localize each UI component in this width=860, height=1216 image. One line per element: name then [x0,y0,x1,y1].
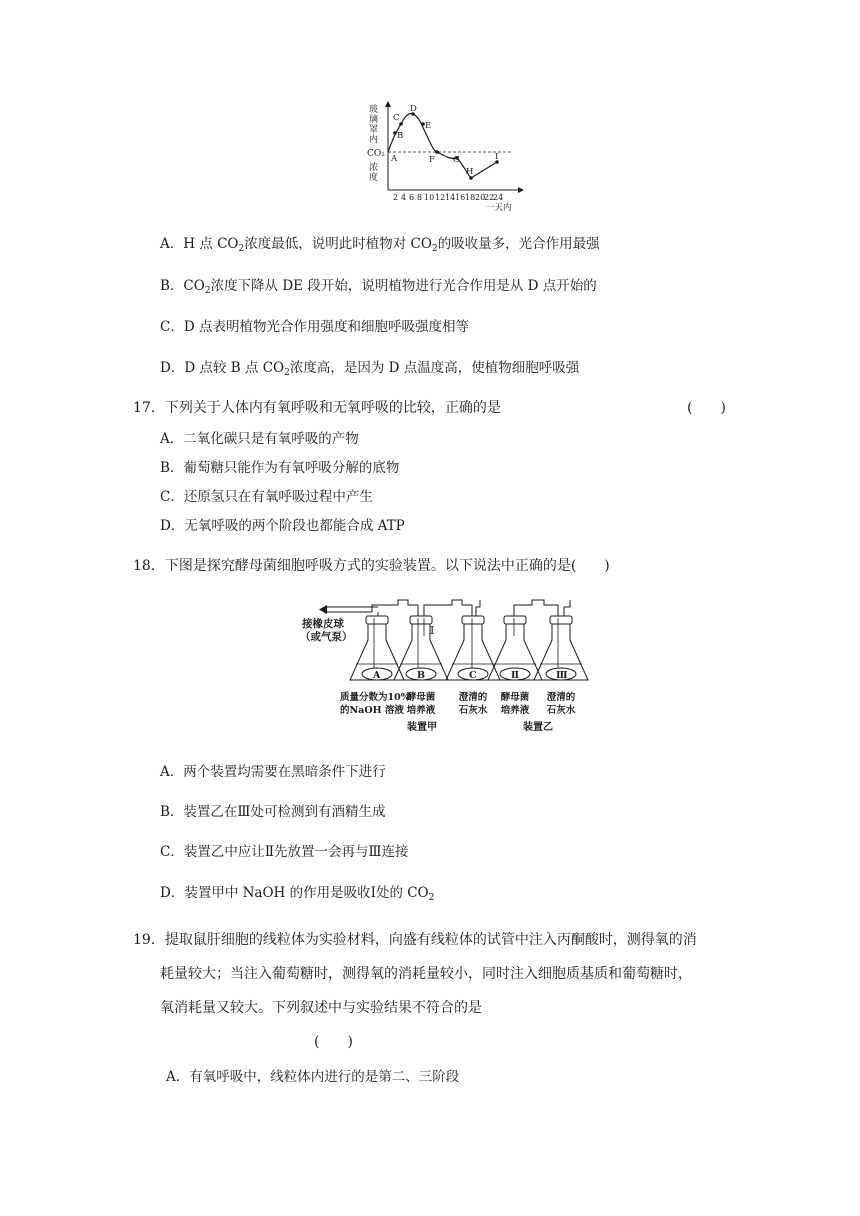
marker-i-label: Ⅰ [430,624,435,637]
q17-option-c: C．还原氢只在有氧呼吸过程中产生 [160,489,373,505]
caption-iii: 石灰水 [546,705,576,716]
graph-point-label: I [495,152,499,162]
q16-option-b: B．$CO_2$浓度下降从 DE 段开始，说明植物进行光合作用是从 D 点开始的 [160,278,597,296]
graph-point-label: F [429,155,435,165]
graph-xtick-label: 14 [445,193,456,202]
graph-point-label: E [425,121,432,131]
flask-label: A [373,670,381,681]
graph-ylabel-char: 内 [369,135,379,145]
graph-xtick-label: 20 [475,193,486,202]
q18-option-a: A．两个装置均需要在黑暗条件下进行 [160,764,386,780]
q17-option-d: D．无氧呼吸的两个阶段也都能合成 ATP [160,518,405,534]
q18-stem: 18．下图是探究酵母菌细胞呼吸方式的实验装置。以下说法中正确的是( ) [133,558,610,574]
graph-x-arrow [518,187,524,193]
graph-point-label: H [466,167,474,177]
q19-stem-line: 氧消耗量又较大。下列叙述中与实验结果不符合的是 [160,1000,482,1016]
q17-option-b: B．葡萄糖只能作为有氧呼吸分解的底物 [160,460,400,476]
caption-iii: 澄清的 [546,692,576,703]
pump-label-2: （或气泵） [300,631,353,643]
graph-xtick-label: 8 [417,193,423,202]
graph-ylabel-char: 璃 [369,115,379,125]
graph-point-label: A [391,154,398,164]
graph-xtick-label: 2 [393,193,399,202]
flask-label: B [417,670,426,681]
q16-option-d: D．D 点较 B 点 $CO_2$浓度高，是因为 D 点温度高，使植物细胞呼吸强 [160,360,580,378]
q17-answer-paren: ( ) [687,400,726,416]
yeast-respiration-apparatus [300,596,600,736]
q16-option-c: C．D 点表明植物光合作用强度和细胞呼吸强度相等 [160,319,469,335]
caption-ii: 培养液 [500,705,530,716]
graph-ylabel-char: CO₂ [367,149,385,159]
caption-a: 的NaOH 溶液 [340,705,404,716]
graph-y-arrow [385,101,391,107]
q17-option-a: A．二氧化碳只是有氧呼吸的产物 [160,431,359,447]
graph-point-label: D [410,104,417,114]
graph-xlabel: 一天内 [486,203,512,213]
caption-ii: 酵母菌 [500,692,530,703]
q19-answer-paren: ( ) [314,1034,353,1050]
q17-stem: 17．下列关于人体内有氧呼吸和无氧呼吸的比较，正确的是 [133,400,501,416]
caption-a: 质量分数为10% [340,692,410,703]
graph-xtick-label: 18 [465,193,476,202]
group-label-yi: 装置乙 [523,722,553,733]
q19-option-a: A．有氧呼吸中，线粒体内进行的是第二、三阶段 [166,1069,460,1085]
flask-label: Ⅲ [556,670,568,681]
graph-ylabel-char: 罩 [369,125,379,135]
q19-stem-line: 19．提取鼠肝细胞的线粒体为实验材料，向盛有线粒体的试管中注入丙酮酸时，测得氧的消 [133,932,697,948]
co2-concentration-graph [365,100,525,215]
q18-option-b: B．装置乙在Ⅲ处可检测到有酒精生成 [160,804,386,820]
flask-label: C [469,670,477,681]
graph-ylabel-char: 度 [369,173,379,183]
caption-b: 酵母菌 [406,692,436,703]
pump-arrow-icon [319,605,327,614]
graph-point-dot [435,150,439,154]
graph-xtick-label: 4 [401,193,407,202]
graph-point-dot [399,122,403,126]
caption-c: 澄清的 [458,692,488,703]
graph-xtick-label: 24 [493,193,504,202]
graph-point-label: G [453,155,460,165]
caption-b: 培养液 [406,705,436,716]
flask-label: Ⅱ [511,670,520,681]
graph-ylabel-char: 玻 [369,105,379,115]
graph-xtick-label: 6 [409,193,415,202]
q18-option-d: D．装置甲中 NaOH 的作用是吸收Ⅰ处的 $CO_2$ [160,885,435,903]
graph-xtick-label: 16 [455,193,466,202]
q16-option-a: A．H 点 $CO_2$浓度最低，说明此时植物对 $CO_2$的吸收量多，光合作用最强 [160,236,600,254]
q19-stem-line: 耗量较大；当注入葡萄糖时，测得氧的消耗量较小，同时注入细胞质基质和葡萄糖时， [160,966,692,982]
graph-ylabel-char: 浓 [369,163,379,173]
graph-xtick-label: 12 [435,193,446,202]
pump-label: 接橡皮球 [302,618,344,630]
q18-option-c: C．装置乙中应让Ⅱ先放置一会再与Ⅲ连接 [160,844,409,860]
graph-point-label: C [393,113,400,123]
graph-xtick-label: 10 [424,193,435,202]
graph-point-label: B [397,131,404,141]
group-label-jia: 装置甲 [407,722,437,733]
caption-c: 石灰水 [458,705,488,716]
graph-xtick-label: 22 [484,193,495,202]
graph-curve [388,113,497,178]
